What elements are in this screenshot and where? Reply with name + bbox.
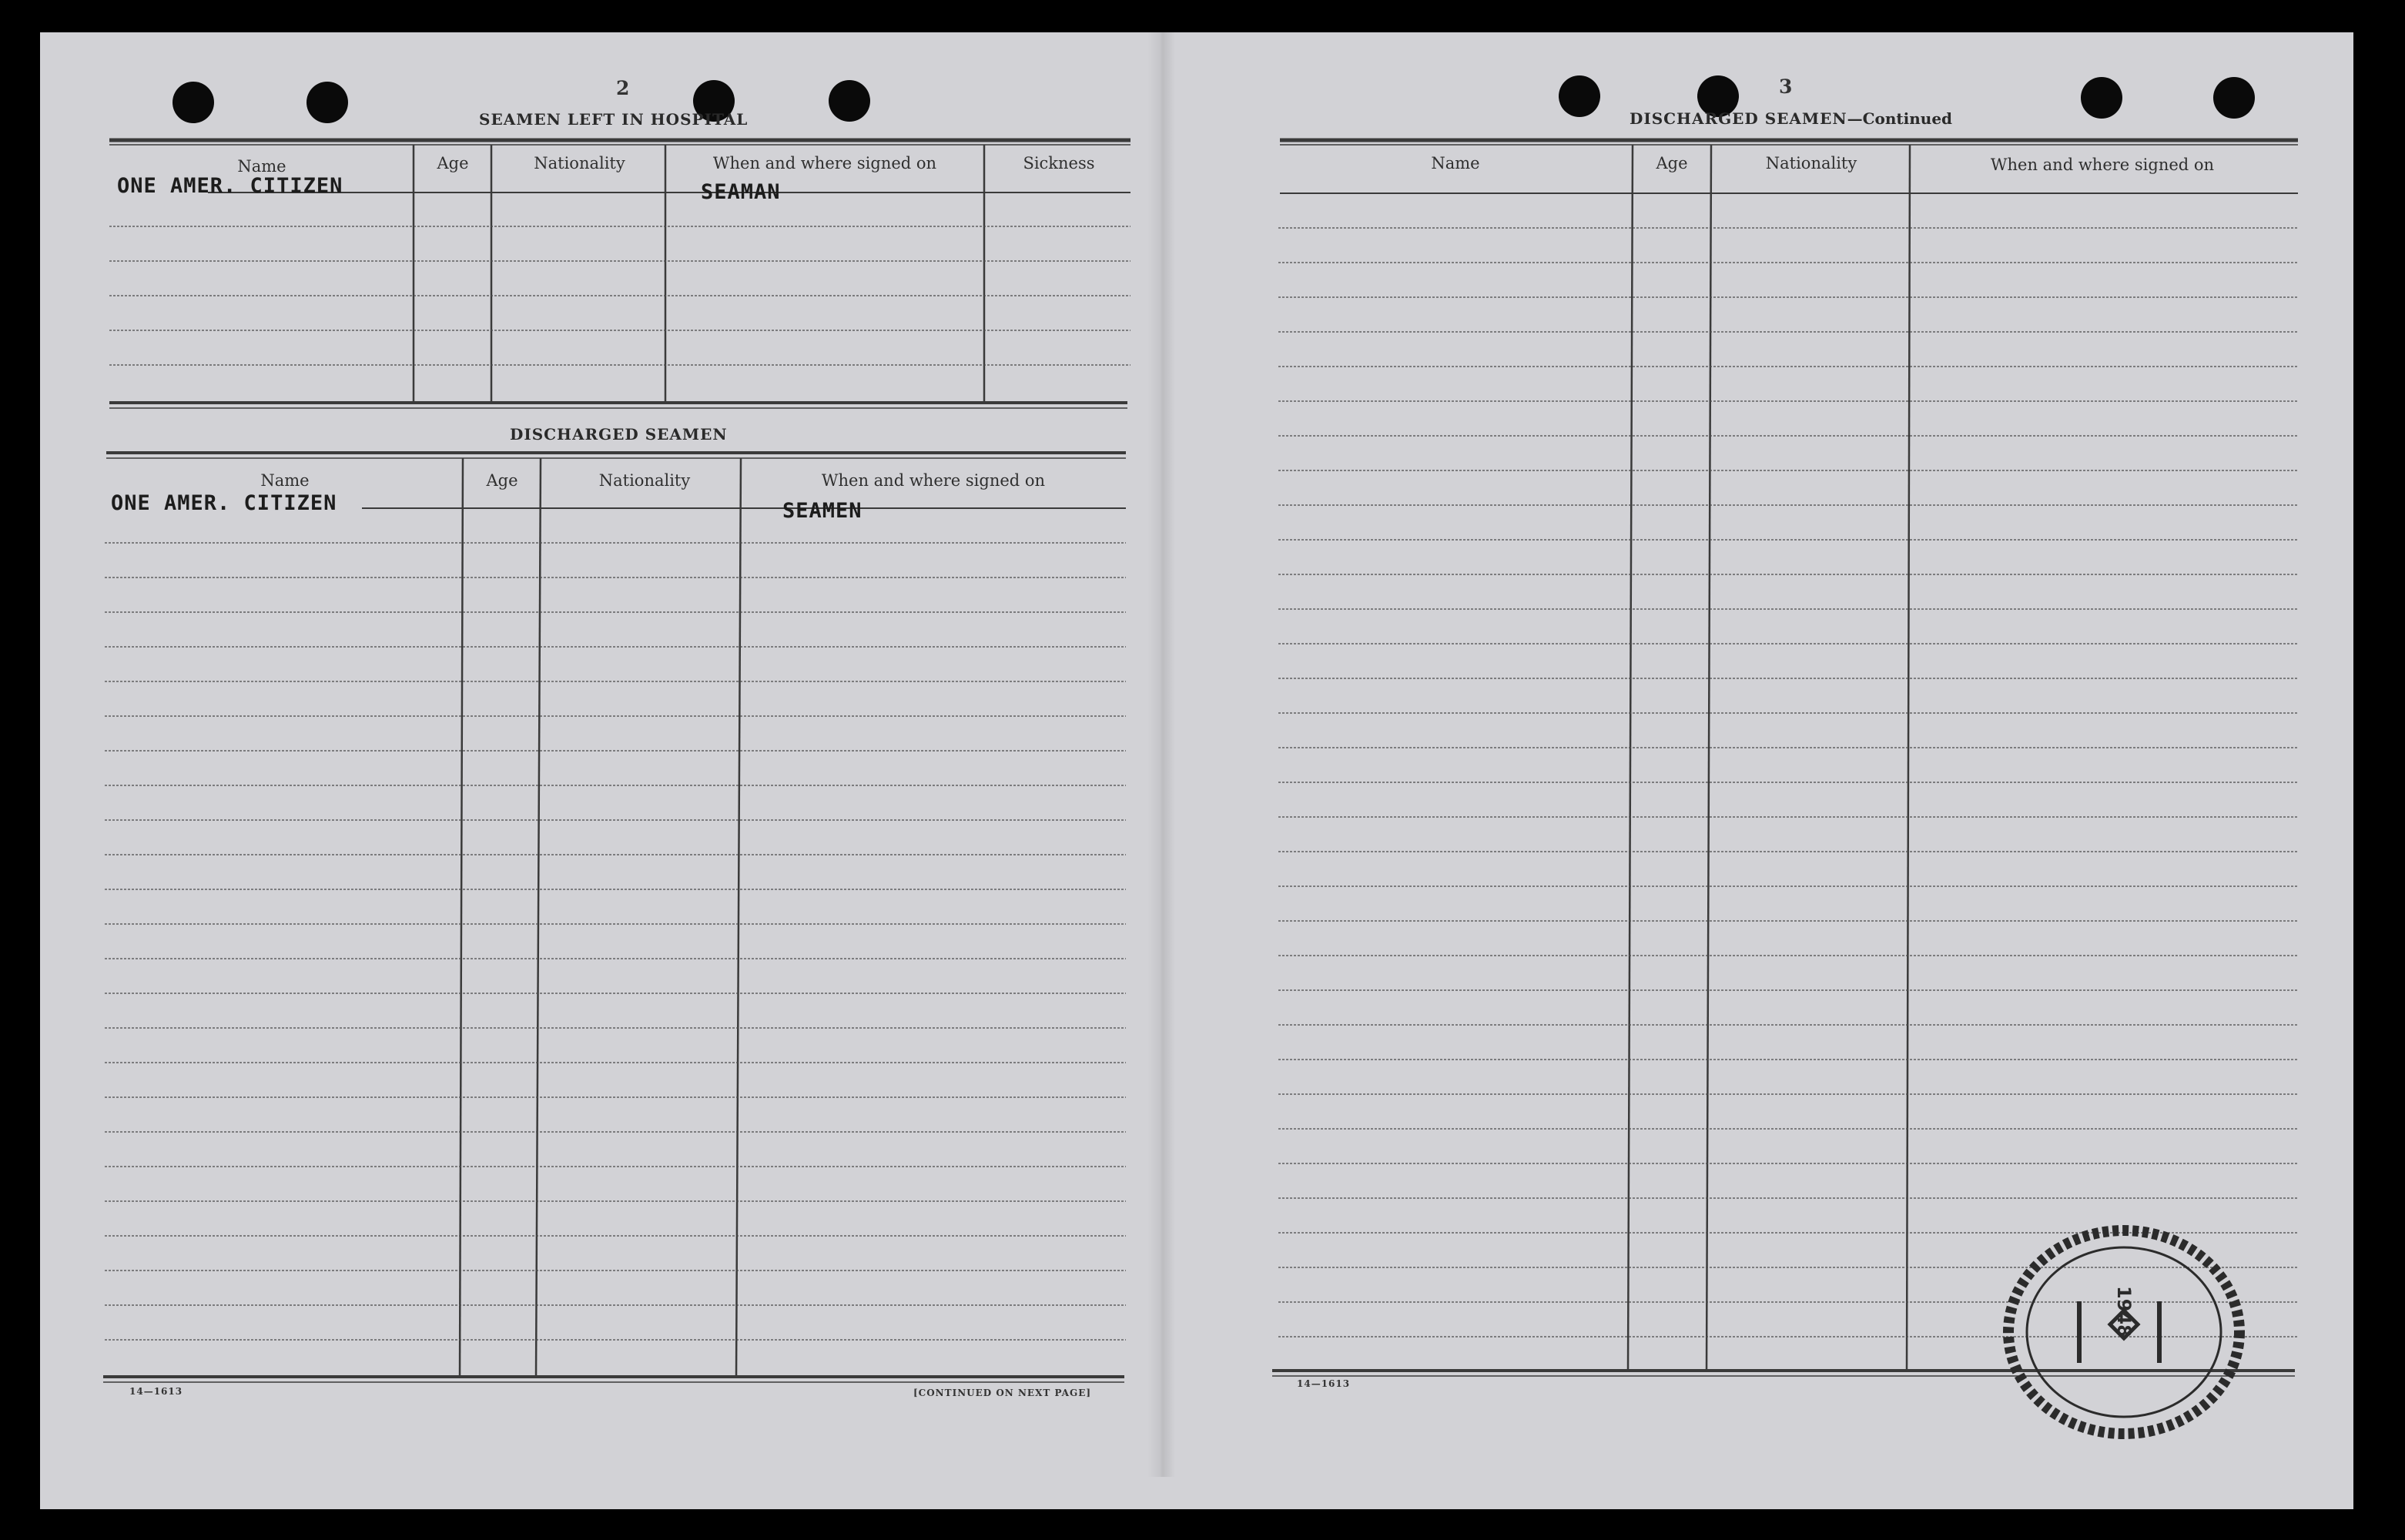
- column-header-sickness: Sickness: [1023, 154, 1095, 172]
- hospital-entry-signed-on: SEAMAN: [701, 180, 781, 204]
- discharged-continued-title: [1630, 109, 1952, 128]
- form-number: 14—1613: [129, 1386, 183, 1397]
- discharged-entry-name: ONE AMER. CITIZEN: [111, 491, 337, 515]
- column-header-signed-on: When and where signed on: [821, 471, 1046, 490]
- column-header-nationality: Nationality: [598, 471, 691, 490]
- page-number: 3: [1779, 75, 1793, 98]
- column-header-age: Age: [437, 154, 469, 172]
- column-header-nationality: Nationality: [534, 154, 625, 172]
- ink-stamp: [1995, 1217, 2256, 1448]
- hospital-entry-name: ONE AMER. CITIZEN: [117, 174, 343, 198]
- discharged-section-title: DISCHARGED SEAMEN: [510, 425, 728, 444]
- continued-note: [CONTINUED ON NEXT PAGE]: [913, 1388, 1092, 1398]
- column-header-name: Name: [1431, 154, 1480, 172]
- column-header-nationality: Nationality: [1765, 154, 1857, 172]
- stamp-year: 1948: [2113, 1286, 2135, 1337]
- page-number: 2: [616, 77, 630, 99]
- column-header-name: Name: [260, 471, 310, 490]
- discharged-entry-signed-on: SEAMEN: [782, 499, 863, 523]
- column-header-signed-on: When and where signed on: [1990, 156, 2215, 174]
- form-number: 14—1613: [1297, 1378, 1351, 1389]
- title-main: DISCHARGED SEAMEN: [1630, 109, 1847, 128]
- title-suffix: —Continued: [1847, 109, 1953, 128]
- hospital-section-title: SEAMEN LEFT IN HOSPITAL: [479, 110, 749, 129]
- column-header-age: Age: [486, 471, 518, 490]
- column-header-name: Name: [237, 157, 286, 176]
- column-header-age: Age: [1656, 154, 1688, 172]
- column-header-signed-on: When and where signed on: [712, 154, 937, 172]
